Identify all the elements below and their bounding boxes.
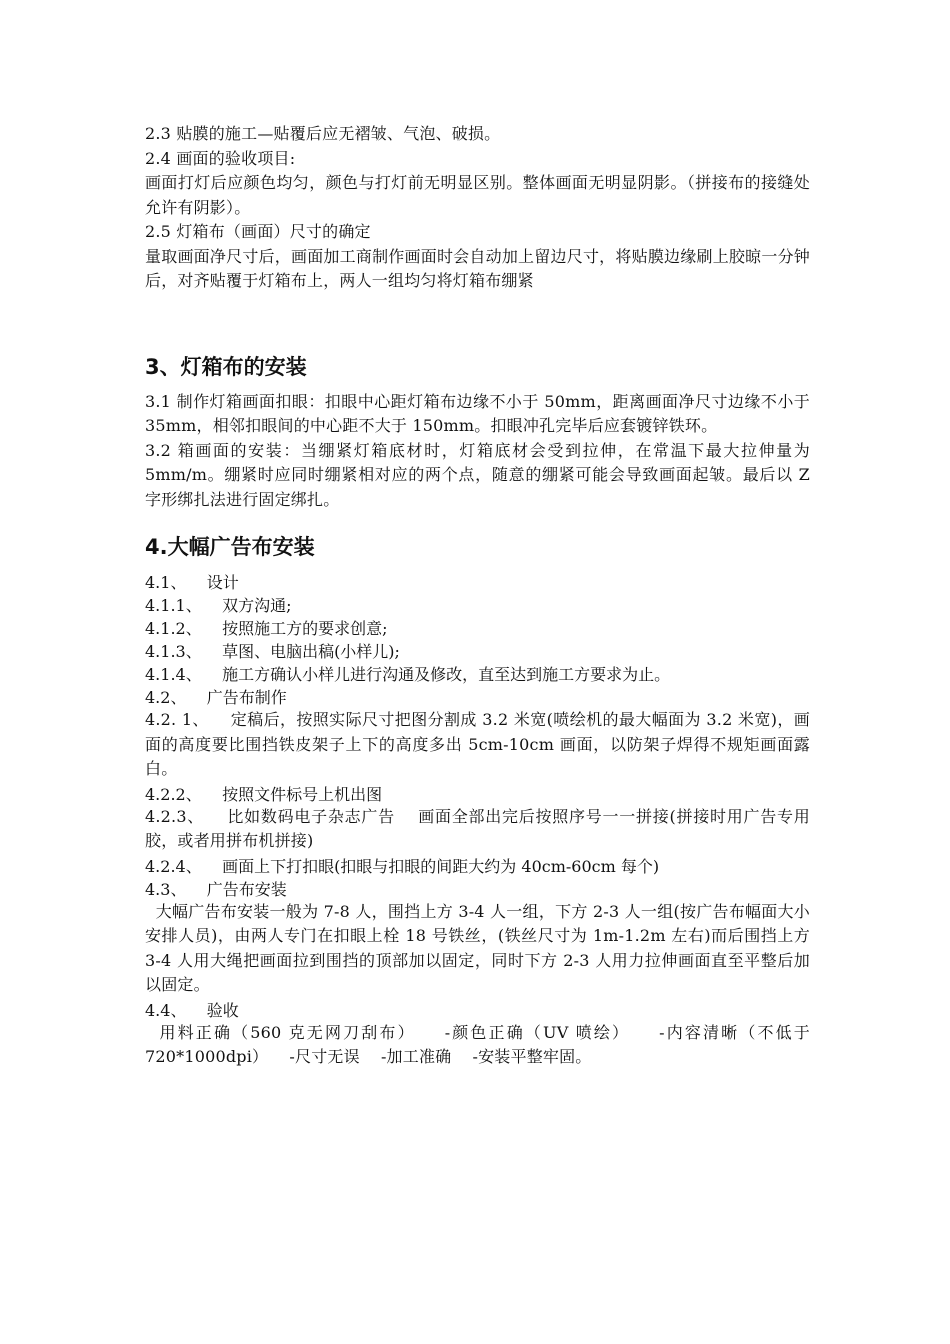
list-item [145,570,810,593]
list-item [145,854,810,877]
paragraph-4-2-3: 4.2.3、 比如数码电子杂志广告 画面全部出完后按照序号一一拼接(拼接时用广告专用胶，或者用拼布机拼接) [145,806,810,850]
item-number: 4.3、 [145,879,207,899]
paragraph-3-2: 3.2 箱画面的安装：当绷紧灯箱底材时，灯箱底材会受到拉伸，在常温下最大拉伸量为 5mm/m。绷紧时应同时绷紧相对应的两个点，随意的绷紧可能会导致画面起皱。最后以 Z 字形绑扎法进行固定绑扎。 [145,440,816,509]
heading-section-4: 4.大幅广告布安装 [145,535,315,559]
item-text: 设计 [206,573,239,592]
list-item [145,782,810,805]
item-number: 4.2.4、 [145,856,223,876]
item-text: 草图、电脑出稿(小样儿); [222,642,400,661]
item-text: 广告布制作 [206,688,287,707]
item-text: 按照施工方的要求创意; [222,619,388,638]
item-text: 双方沟通; [222,596,292,615]
list-item [145,685,810,708]
item-text: 按照文件标号上机出图 [222,784,383,804]
document-body [145,122,816,1070]
list-item [145,593,810,616]
paragraph-4-4-body: 用料正确（560 克无网刀刮布） -颜色正确（UV 喷绘） -内容清晰（不低于 720*1000dpi） -尺寸无误 -加工准确 -安装平整牢固。 [145,1022,816,1066]
paragraph-3-1: 3.1 制作灯箱画面扣眼：扣眼中心距灯箱布边缘不小于 50mm，距离画面净尺寸边缘不小于 35mm，相邻扣眼间的中心距不大于 150mm。扣眼冲孔完毕后应套镀锌铁环。 [145,391,816,435]
list-item [145,639,810,662]
paragraph-2-5-body: 量取画面净尺寸后，画面加工商制作画面时会自动加上留边尺寸，将贴膜边缘刷上胶晾一分钟后，对齐贴覆于灯箱布上，两人一组均匀将灯箱布绷紧 [145,246,810,290]
list-item [145,662,810,685]
paragraph-2-4-body: 画面打灯后应颜色均匀，颜色与打灯前无明显区别。整体画面无明显阴影。（拼接布的接缝处允许有阴影）。 [145,173,810,217]
item-text: 画面上下打扣眼(扣眼与扣眼的间距大约为 40cm-60cm 每个) [222,856,660,876]
item-number: 4.1.4、 [145,665,223,684]
item-number: 4.1.2、 [145,619,223,638]
heading-section-3: 3、灯箱布的安装 [145,354,307,379]
paragraph-2-3: 2.3 贴膜的施工—贴覆后应无褶皱、气泡、破损。 [145,124,501,143]
paragraph-4-3-body: 大幅广告布安装一般为 7-8 人，围挡上方 3-4 人一组，下方 2-3 人一组(按广告布幅面大小安排人员)，由两人专门在扣眼上栓 18 号铁丝，(铁丝尺寸为 1m-1.2m 左右)而后围挡上方 3-4 人用大绳把画面拉到围挡的顶部加以固定，同时下方 2-3 人用力拉伸画面直至平整后加以固定。 [145,901,816,994]
paragraph-2-5: 2.5 灯箱布（画面）尺寸的确定 [145,222,371,241]
item-number: 4.1、 [145,573,207,592]
list-item [145,616,810,639]
list-item [145,877,810,900]
item-text: 验收 [206,1000,239,1020]
paragraph-2-4: 2.4 画面的验收项目: [145,148,296,168]
list-item [145,998,810,1021]
item-number: 4.2.2、 [145,784,223,804]
item-text: 施工方确认小样儿进行沟通及修改，直至达到施工方要求为止。 [222,665,671,684]
item-number: 4.2、 [145,688,207,707]
item-number: 4.1.3、 [145,642,223,661]
item-text: 广告布安装 [206,879,287,899]
item-number: 4.4、 [145,1000,207,1020]
paragraph-4-2-1: 4.2. 1、 定稿后，按照实际尺寸把图分割成 3.2 米宽(喷绘机的最大幅面为 3.2 米宽)，画面的高度要比围挡铁皮架子上下的高度多出 5cm-10cm 画面，以防架子焊得不规矩画面露白。 [145,710,810,778]
item-number: 4.1.1、 [145,596,223,615]
